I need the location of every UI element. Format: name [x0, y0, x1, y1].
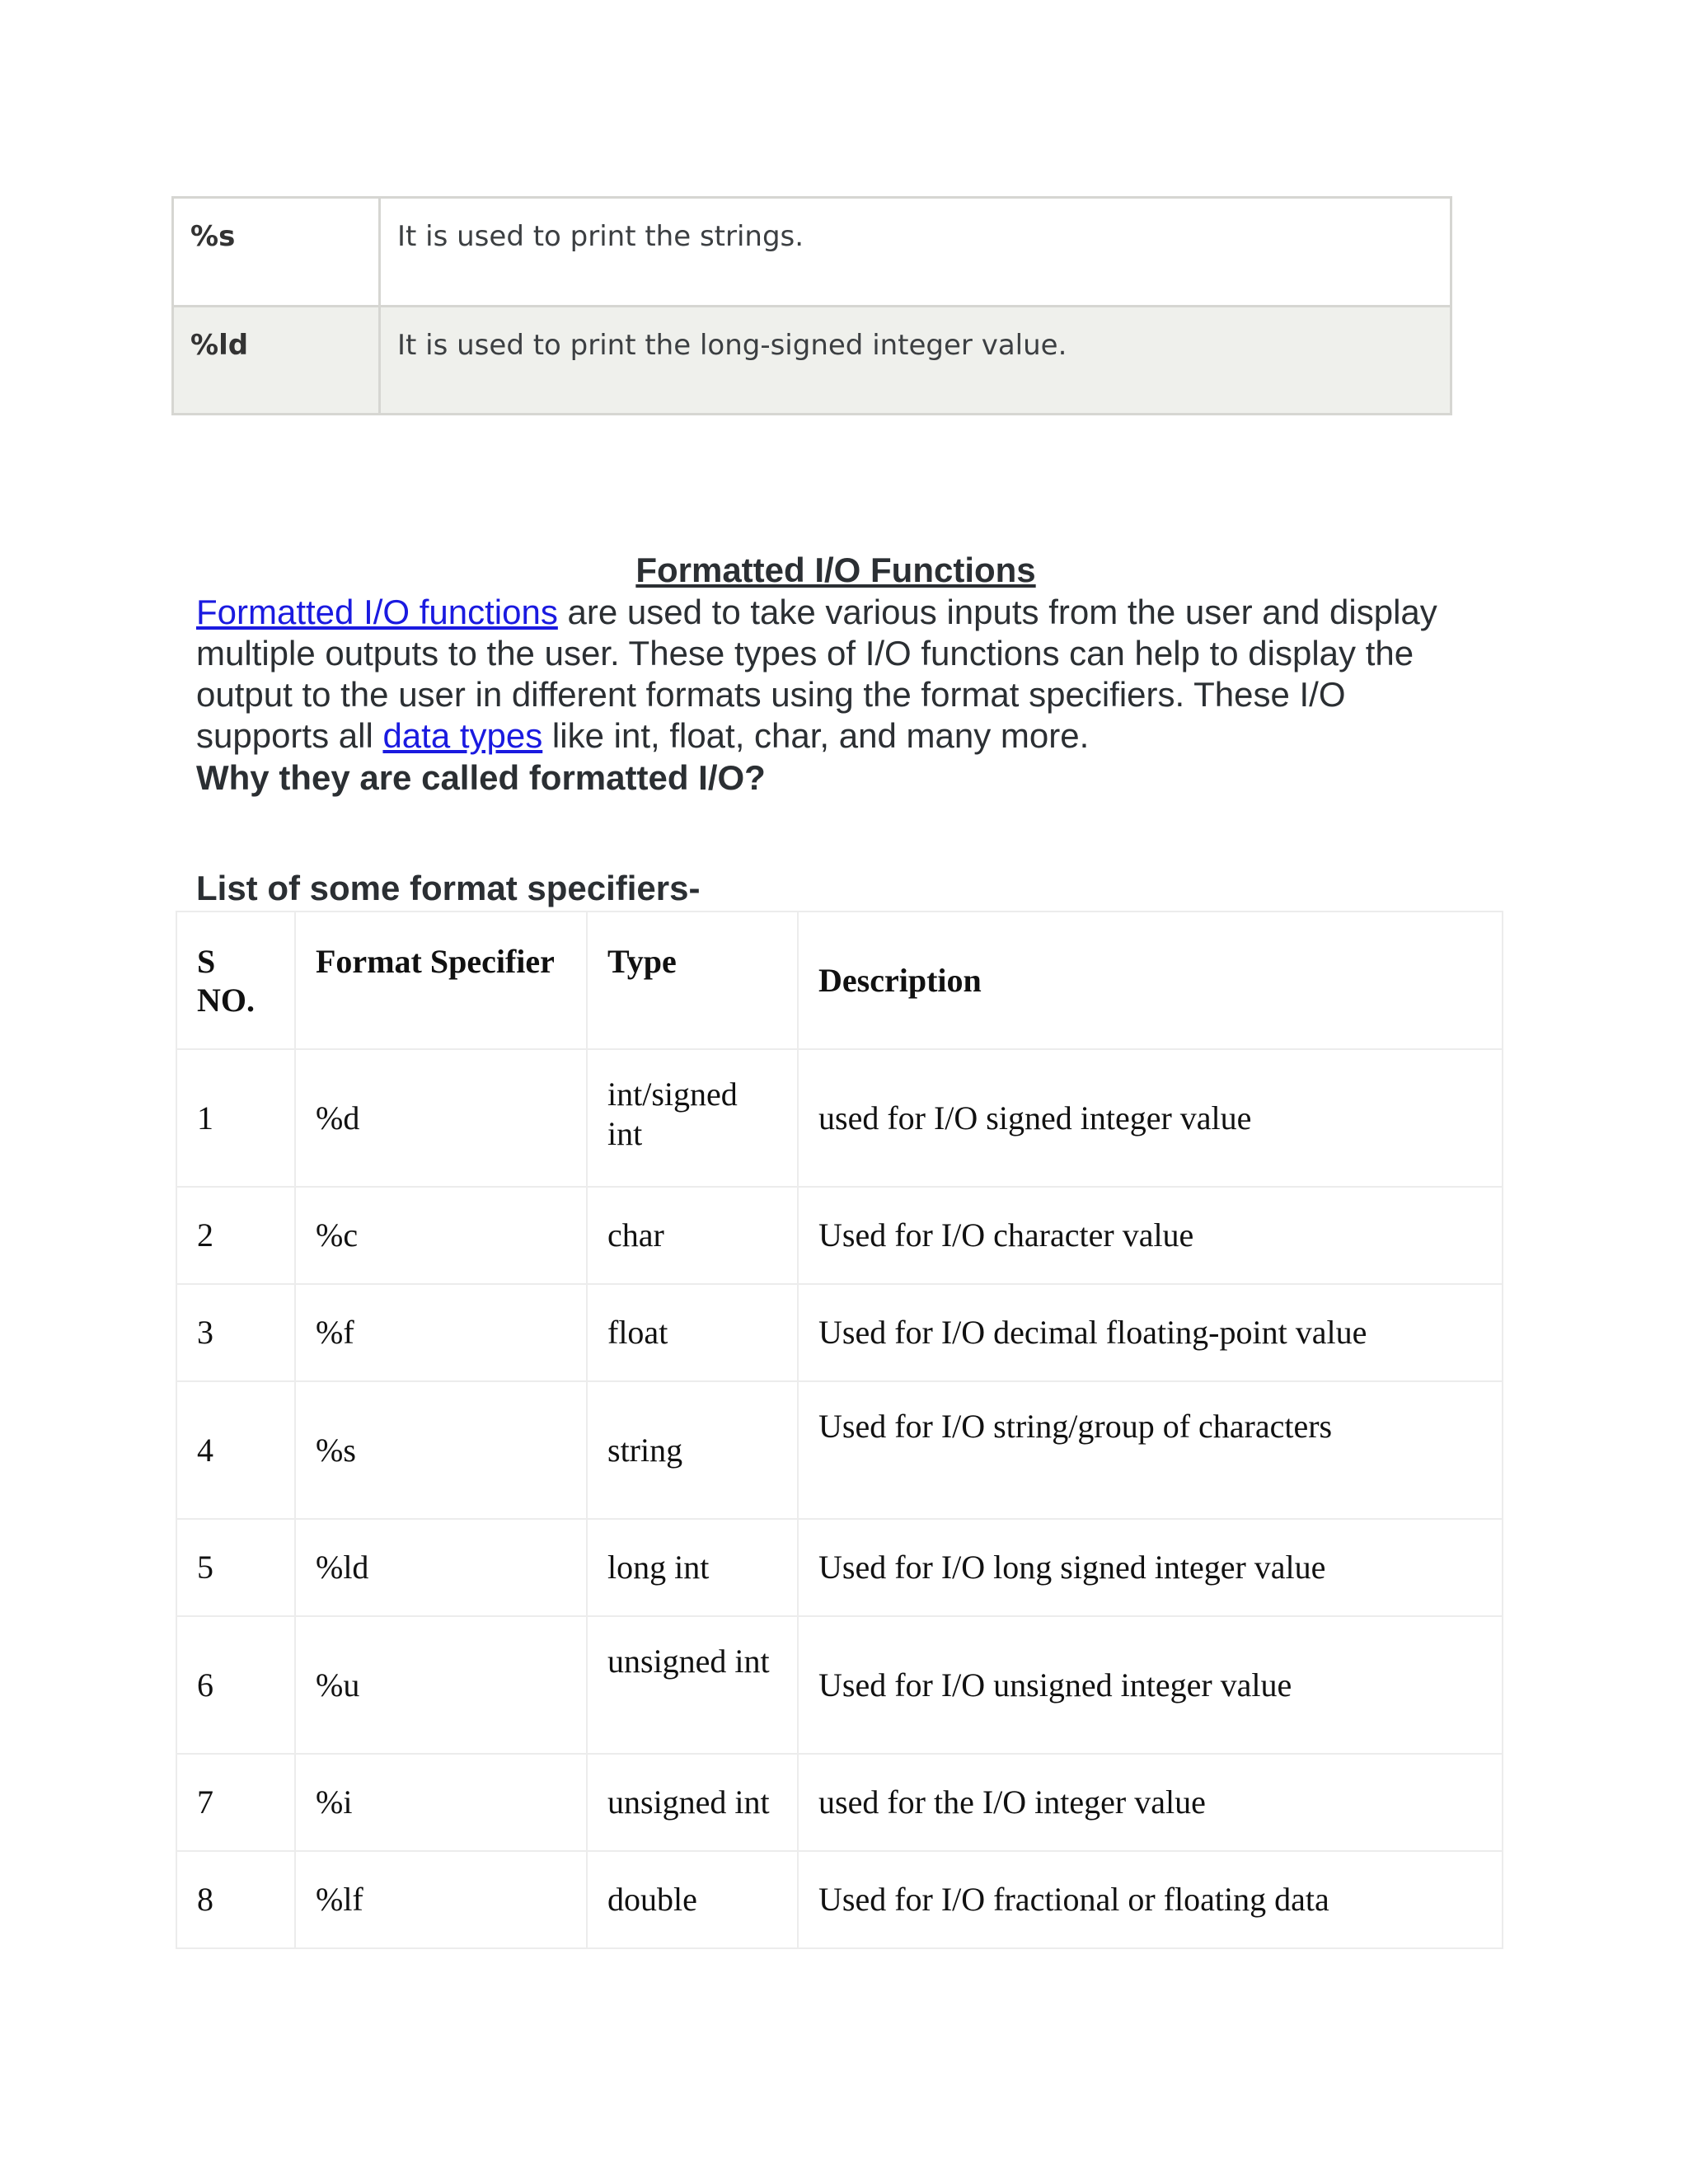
header-description: Description: [798, 912, 1503, 1049]
why-heading: Why they are called formatted I/O?: [196, 758, 766, 797]
cell-sno: 2: [176, 1187, 295, 1284]
cell-format: %s: [295, 1381, 587, 1519]
table-row: [176, 1049, 1503, 1187]
cell-type: float: [587, 1284, 798, 1381]
cell-sno: 3: [176, 1284, 295, 1381]
list-heading: List of some format specifiers-: [196, 869, 701, 907]
cell-format: %lf: [295, 1851, 587, 1948]
cell-format: %u: [295, 1616, 587, 1754]
cell-type: long int: [587, 1519, 798, 1616]
cell-type: unsigned int: [587, 1616, 798, 1754]
table-row: [176, 1284, 1503, 1381]
cell-type: double: [587, 1851, 798, 1948]
cell-sno: 8: [176, 1851, 295, 1948]
cell-type: int/signed int: [587, 1049, 798, 1187]
cell-description: used for the I/O integer value: [798, 1754, 1503, 1851]
cell-sno: 4: [176, 1381, 295, 1519]
cell-sno: 6: [176, 1616, 295, 1754]
format-specifier-table: [176, 911, 1503, 1949]
cell-description: Used for I/O string/group of characters: [798, 1381, 1503, 1519]
cell-description: Used for I/O fractional or floating data: [798, 1851, 1503, 1948]
spec-code: %ld: [173, 306, 380, 415]
header-format: Format Specifier: [295, 912, 587, 1049]
cell-format: %ld: [295, 1519, 587, 1616]
header-type: Type: [587, 912, 798, 1049]
intro-text-1: are used to take various inputs from the user and display multiple outputs to the user. These types of I/O functions can help to display the output to the user in different formats using the format specifiers. These I/O supports all: [196, 593, 1437, 755]
cell-type: string: [587, 1381, 798, 1519]
cell-format: %f: [295, 1284, 587, 1381]
cell-type: char: [587, 1187, 798, 1284]
section-title: Formatted I/O Functions: [635, 551, 1036, 589]
intro-paragraph: [196, 592, 1482, 757]
table-row: [176, 1616, 1503, 1754]
cell-description: used for I/O signed integer value: [798, 1049, 1503, 1187]
table-header-row: [176, 912, 1503, 1049]
table-row: [176, 1851, 1503, 1948]
table-row: [176, 1381, 1503, 1519]
header-sno: S NO.: [176, 912, 295, 1049]
table-row: [173, 306, 1451, 415]
formatted-io-link[interactable]: Formatted I/O functions: [196, 593, 558, 631]
cell-sno: 5: [176, 1519, 295, 1616]
intro-text-2: like int, float, char, and many more.: [542, 716, 1090, 755]
cell-format: %i: [295, 1754, 587, 1851]
spec-code: %s: [173, 198, 380, 307]
cell-description: Used for I/O unsigned integer value: [798, 1616, 1503, 1754]
spec-text: It is used to print the long-signed integer value.: [380, 306, 1451, 415]
cell-type: unsigned int: [587, 1754, 798, 1851]
cell-sno: 1: [176, 1049, 295, 1187]
table-row: [176, 1754, 1503, 1851]
table-row: [176, 1187, 1503, 1284]
cell-description: Used for I/O character value: [798, 1187, 1503, 1284]
cell-format: %c: [295, 1187, 587, 1284]
cell-sno: 7: [176, 1754, 295, 1851]
spec-text: It is used to print the strings.: [380, 198, 1451, 307]
table-row: [173, 198, 1451, 307]
top-spec-table: [171, 196, 1452, 415]
cell-format: %d: [295, 1049, 587, 1187]
table-row: [176, 1519, 1503, 1616]
cell-description: Used for I/O decimal floating-point value: [798, 1284, 1503, 1381]
cell-description: Used for I/O long signed integer value: [798, 1519, 1503, 1616]
data-types-link[interactable]: data types: [382, 716, 543, 755]
